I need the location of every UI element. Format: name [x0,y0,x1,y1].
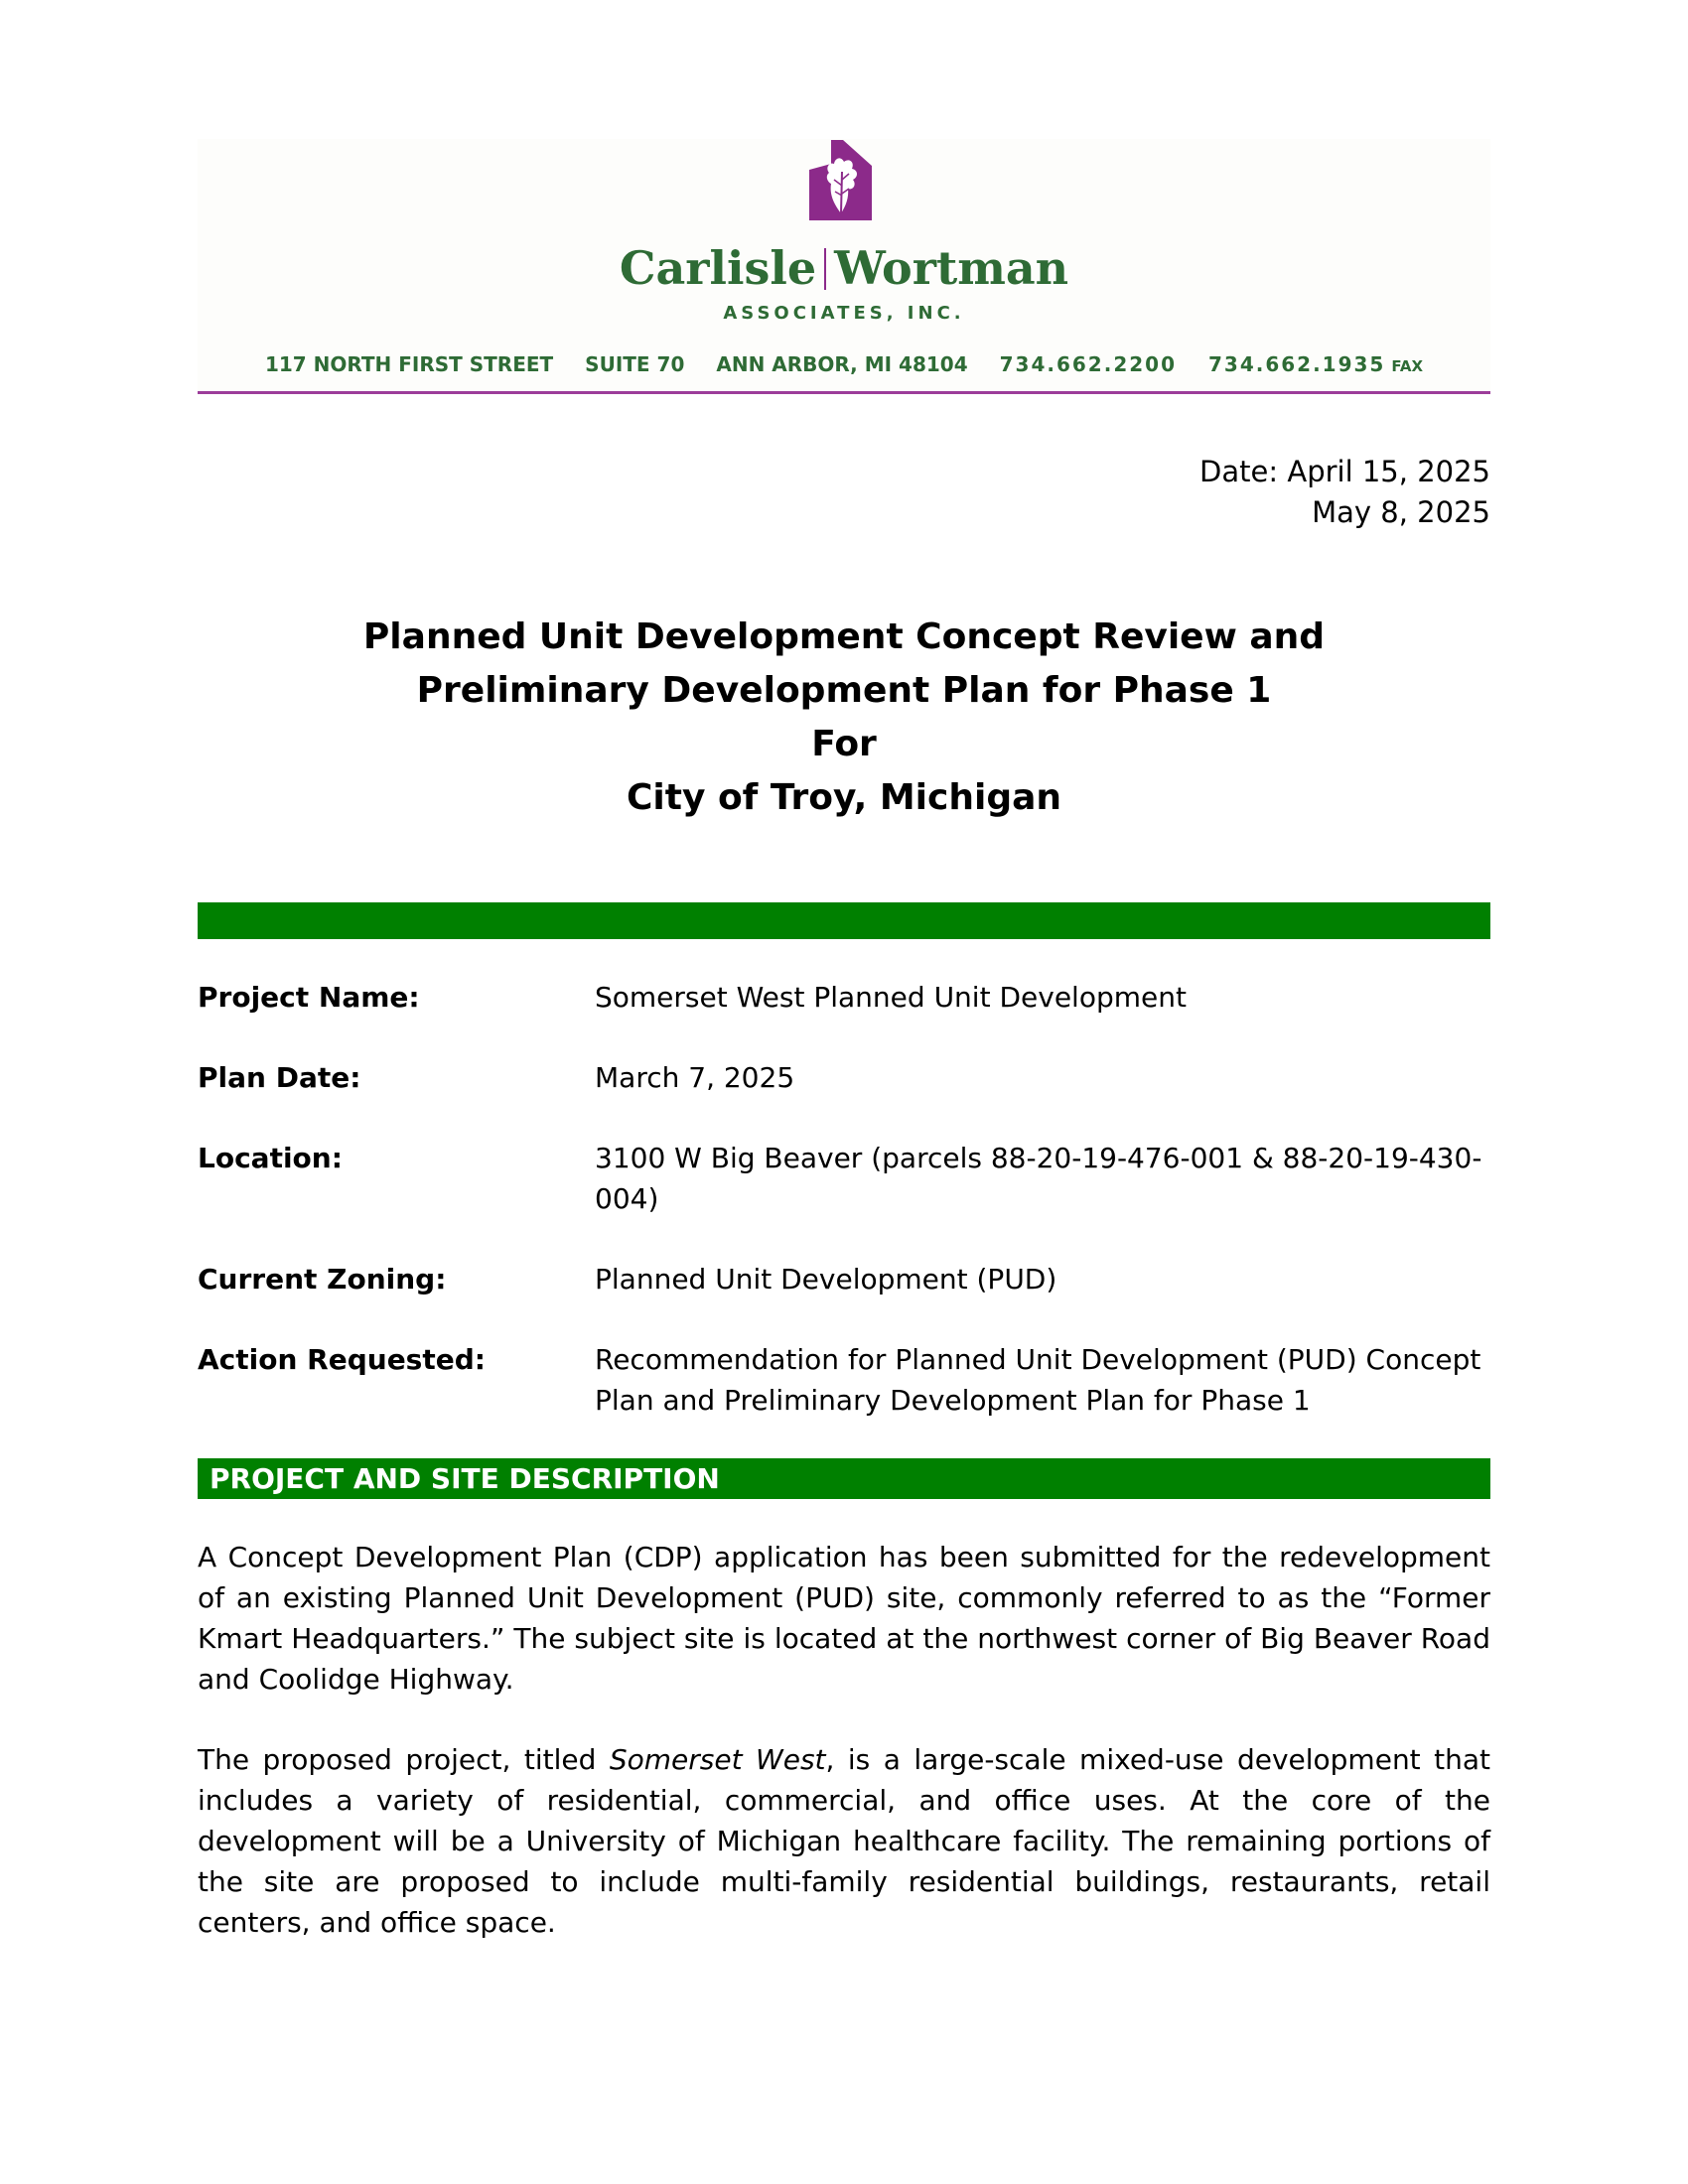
info-row-location [198,1138,1490,1219]
suite-number: SUITE 70 [585,352,685,376]
info-row-action [198,1339,1490,1421]
house-leaf-icon [805,136,876,224]
section-header: PROJECT AND SITE DESCRIPTION [198,1458,1490,1499]
street-address: 117 NORTH FIRST STREET [264,352,554,376]
title-line-1: Planned Unit Development Concept Review and [362,616,1326,657]
fax-number: 734.662.1935 [1207,352,1386,376]
date-block [1199,452,1490,533]
title-divider-bar [198,902,1490,939]
date-line-1: Date: April 15, 2025 [1199,455,1490,488]
document-title [0,611,1688,825]
city-state-zip: ANN ARBOR, MI 48104 [716,352,968,376]
action-label: Action Requested: [198,1343,486,1376]
plan-date-label: Plan Date: [198,1061,361,1094]
title-line-4: City of Troy, Michigan [626,777,1062,818]
title-line-3: For [811,724,877,764]
company-name-left: Carlisle [619,241,817,295]
info-row-plan-date [198,1057,1490,1098]
address-line [198,352,1490,376]
title-line-2: Preliminary Development Plan for Phase 1 [416,670,1272,711]
company-name-right: Wortman [834,241,1069,295]
date-line-2: May 8, 2025 [1312,495,1490,529]
para2-text-before: The proposed project, titled [198,1743,610,1776]
company-subtitle: ASSOCIATES, INC. [723,303,965,324]
description-paragraph-1: A Concept Development Plan (CDP) application has been submitted for the redevelopment of an existing Planned Unit Development (PUD) site, commonly referred to as the “Former Kmart Headquarters.” The subject site is located at the northwest corner of Big Beaver Road and Coolidge Highway. [198,1541,1490,1696]
plan-date-value: March 7, 2025 [595,1061,795,1094]
info-row-project-name [198,977,1490,1018]
info-row-zoning [198,1259,1490,1299]
project-title-italic: Somerset West [609,1743,826,1776]
project-name-value: Somerset West Planned Unit Development [595,981,1187,1014]
project-info-table [198,977,1490,1460]
zoning-value: Planned Unit Development (PUD) [595,1263,1057,1296]
para2-text-after: , is a large-scale mixed-use development that includes a variety of residential, commercial, and office uses. At the core of the development will be a University of Michigan healthcare facility. The remaining portions of the site are proposed to include multi-family residential buildings, restaurants, retail centers, and office space. [198,1743,1490,1939]
fax-label: FAX [1391,357,1424,375]
location-value: 3100 W Big Beaver (parcels 88-20-19-476-001 & 88-20-19-430-004) [595,1142,1482,1215]
description-paragraph-2 [198,1739,1490,1943]
fax-group [1208,352,1423,376]
zoning-label: Current Zoning: [198,1263,447,1296]
project-name-label: Project Name: [198,981,420,1014]
phone-number: 734.662.2200 [999,352,1177,376]
action-value: Recommendation for Planned Unit Development (PUD) Concept Plan and Preliminary Development Plan for Phase 1 [595,1343,1481,1417]
company-name [0,238,1688,298]
name-divider [824,248,826,290]
letterhead-rule [198,391,1490,394]
location-label: Location: [198,1142,343,1174]
